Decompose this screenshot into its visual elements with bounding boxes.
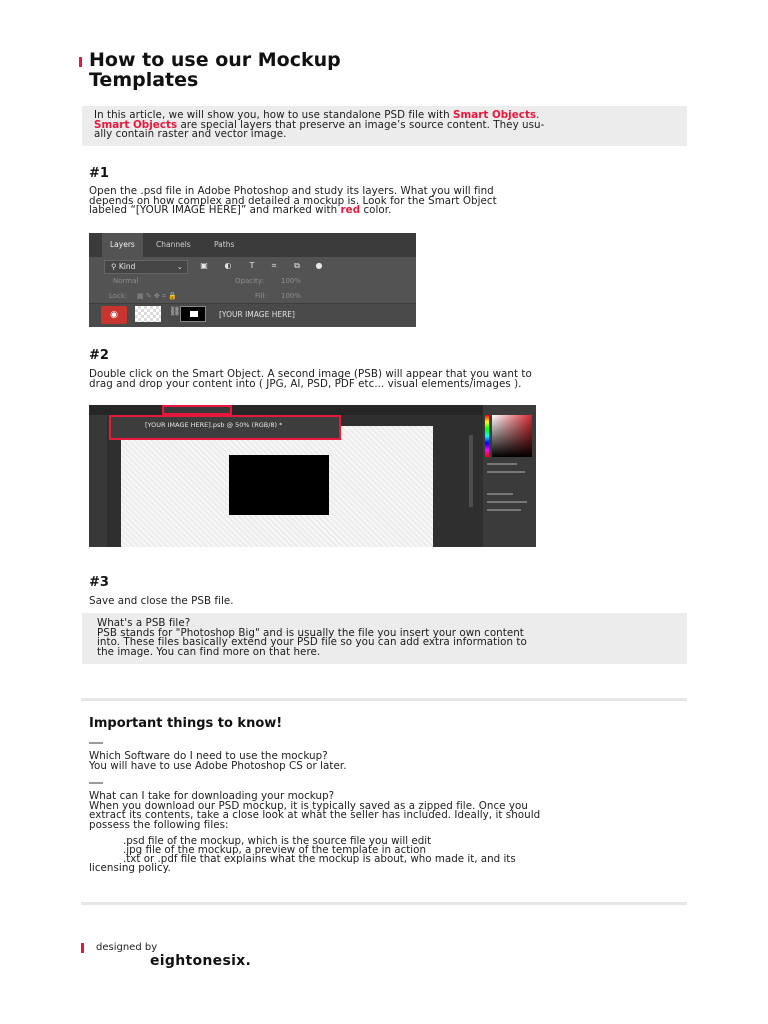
layers-panel-screenshot bbox=[89, 233, 416, 327]
fill-label: Fill: bbox=[255, 292, 267, 300]
footer-accent-bar bbox=[81, 943, 84, 953]
page-title-line1: How to use our Mockup bbox=[89, 49, 341, 71]
step3-heading: #3 bbox=[89, 575, 109, 590]
step1-heading: #1 bbox=[89, 166, 109, 181]
faq-1 bbox=[89, 752, 689, 771]
smart-objects-highlight: Smart Objects bbox=[452, 109, 537, 121]
ps-scrollbar bbox=[469, 435, 473, 507]
smart-object-filter-icon: ⧉ bbox=[294, 261, 300, 270]
ps-topbar bbox=[89, 405, 536, 415]
lock-icons: ▦ ✎ ✥ ⌗ 🔒 bbox=[137, 292, 177, 300]
doc-title-bar-highlight bbox=[109, 415, 341, 440]
layer-name: [YOUR IMAGE HERE] bbox=[219, 310, 295, 319]
faq-2-question: What can I take for downloading your mockup? bbox=[89, 790, 335, 802]
section-divider-1 bbox=[81, 698, 687, 701]
eye-icon: ◉ bbox=[101, 306, 127, 324]
faq-2 bbox=[89, 792, 689, 830]
intro-text bbox=[94, 111, 684, 140]
designed-by-label: designed by bbox=[96, 942, 158, 953]
red-highlight: red bbox=[340, 204, 361, 217]
intro-line2: Smart Objects are special layers that preserve an image’s source content. They usu- bbox=[94, 118, 545, 131]
search-icon: ⚲ bbox=[111, 262, 117, 271]
mask-thumbnail bbox=[180, 306, 206, 322]
opacity-value: 100% bbox=[281, 277, 302, 285]
tab-channels: Channels bbox=[156, 240, 191, 249]
faq-1-question: Which Software do I need to use the mockup? bbox=[89, 750, 328, 762]
step2-line2: drag and drop your content into ( JPG, AI, PSD, PDF etc... visual elements/images ). bbox=[89, 377, 522, 390]
psb-line1: What's a PSB file? bbox=[97, 617, 191, 629]
psb-info-text bbox=[97, 619, 682, 657]
color-picker-field bbox=[492, 415, 532, 457]
dash-1 bbox=[89, 742, 103, 744]
section-divider-2 bbox=[81, 902, 687, 905]
faq-2-answer-line3: possess the following files: bbox=[89, 818, 229, 831]
photoshop-workspace-screenshot bbox=[89, 405, 536, 547]
opacity-label: Opacity: bbox=[235, 277, 264, 285]
brand-logo: eightonesix. bbox=[150, 953, 252, 969]
panel-line-1 bbox=[487, 463, 517, 465]
lock-label: Lock: bbox=[109, 292, 128, 300]
faq-2-answer-line1: When you download our PSD mockup, it is typically saved as a zipped file. Once you bbox=[89, 799, 528, 812]
shape-filter-icon: ⌗ bbox=[271, 261, 277, 270]
hue-slider bbox=[485, 415, 489, 457]
list-item: .psd file of the mockup, which is the source file you will edit bbox=[123, 835, 432, 847]
fill-value: 100% bbox=[281, 292, 302, 300]
chevron-down-icon: ⌄ bbox=[176, 262, 183, 271]
adjustment-filter-icon: ◐ bbox=[224, 261, 232, 270]
important-heading: Important things to know! bbox=[89, 716, 283, 731]
psb-line3: into. These files basically extend your PSD file so you can add extra information to bbox=[97, 636, 527, 649]
tab-paths: Paths bbox=[214, 240, 235, 249]
faq-2-answer-line2: extract its contents, take a close look at what the seller has included. Ideally, it should bbox=[89, 809, 541, 822]
step1-line1: Open the .psd file in Adobe Photoshop and study its layers. What you will find bbox=[89, 185, 494, 197]
step1-line2: depends on how complex and detailed a mockup is. Look for the Smart Object bbox=[89, 194, 497, 207]
panel-line-4 bbox=[487, 501, 527, 503]
list-item-tail: licensing policy. bbox=[89, 862, 171, 874]
doc-title: [YOUR IMAGE HERE].psb @ 50% (RGB/8) * bbox=[145, 421, 283, 429]
page-title bbox=[89, 50, 509, 90]
intro-line3: ally contain raster and vector image. bbox=[94, 128, 287, 141]
list-item: .txt or .pdf file that explains what the mockup is about, who made it, and its bbox=[123, 853, 516, 865]
ps-toolbar bbox=[89, 415, 107, 547]
kind-label: Kind bbox=[118, 262, 136, 271]
link-icon: ⛓ bbox=[169, 307, 181, 317]
filter-toggle-icon: ● bbox=[315, 261, 323, 270]
panel-line-3 bbox=[487, 493, 513, 495]
intro-line1: In this article, we will show you, how to use standalone PSD file with Smart Objects. bbox=[94, 109, 540, 121]
step2-line1: Double click on the Smart Object. A second image (PSB) will appear that you want to bbox=[89, 368, 532, 380]
step1-line3: labeled “[YOUR IMAGE HERE]” and marked with red color. bbox=[89, 204, 392, 217]
list-item: .jpg file of the mockup, a preview of the template in action bbox=[123, 844, 426, 856]
step2-text bbox=[89, 370, 689, 389]
image-filter-icon: ▣ bbox=[200, 261, 208, 270]
step2-heading: #2 bbox=[89, 348, 109, 363]
faq-1-answer: You will have to use Adobe Photoshop CS or later. bbox=[89, 759, 347, 772]
step3-text: Save and close the PSB file. bbox=[89, 595, 234, 607]
blend-mode: Normal bbox=[113, 277, 139, 285]
type-filter-icon: T bbox=[249, 261, 255, 270]
step1-text bbox=[89, 187, 689, 216]
layer-thumbnail bbox=[135, 306, 161, 322]
panel-line-5 bbox=[487, 509, 521, 511]
kind-filter bbox=[104, 260, 188, 274]
smart-objects-highlight-2: Smart Objects bbox=[94, 118, 178, 131]
psb-line4: the image. You can find more on that here. bbox=[97, 645, 321, 658]
smart-object-content bbox=[229, 455, 329, 515]
page-title-line2: Templates bbox=[89, 69, 199, 91]
doc-tab-highlight bbox=[162, 405, 232, 415]
title-accent-bar bbox=[79, 57, 82, 67]
psb-line2: PSB stands for "Photoshop Big" and is usually the file you insert your own content bbox=[97, 626, 524, 639]
panel-line-2 bbox=[487, 471, 525, 473]
tab-layers: Layers bbox=[102, 233, 143, 257]
dash-2 bbox=[89, 782, 103, 784]
